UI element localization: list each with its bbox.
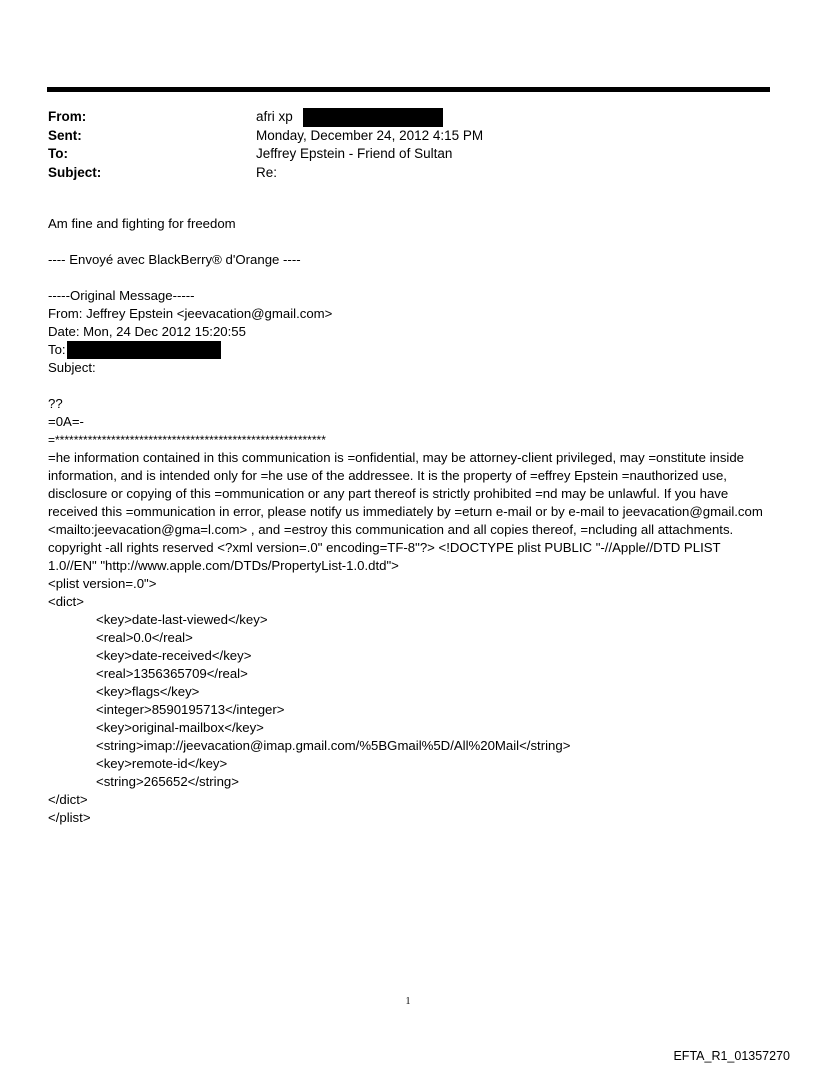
original-subject: Subject: bbox=[48, 360, 96, 375]
from-label: From: bbox=[48, 109, 87, 125]
dict-line: <key>original-mailbox</key> bbox=[96, 720, 264, 735]
asterisk-line: =********************************************************** bbox=[48, 433, 326, 447]
to-label: To: bbox=[48, 146, 68, 162]
to-value: Jeffrey Epstein - Friend of Sultan bbox=[256, 146, 453, 162]
dict-line: <real>1356365709</real> bbox=[96, 666, 248, 681]
plist-open: <plist version=.0"> bbox=[48, 576, 157, 591]
dict-line: <key>flags</key> bbox=[96, 684, 200, 699]
sent-value: Monday, December 24, 2012 4:15 PM bbox=[256, 127, 484, 143]
subject-value: Re: bbox=[256, 164, 278, 180]
dict-line: <string>265652</string> bbox=[96, 774, 239, 789]
disclaimer-text: =he information contained in this communication is =onfidential, may be attorney-client privileged, may =onstitute inside information, and is intended only for =he use of the addressee. It is the property of =effrey Epstein =nauthorized use, disclosure or copying of this =ommunication or any part thereof is strictly prohibited =nd may be unlawful. If you have received this =ommunication in error, please notify us immediately by =eturn e-mail or by e-mail to jeevacation@gmail.com <mailto:jeevacation@gma=l.com> , and =estroy this communication and all copies thereof, =ncluding all attachments. copyright -all rights reserved <?xml version=.0" encoding=TF-8"?> <!DOCTYPE plist PUBLIC "-//Apple//DTD PLIST 1.0//EN" "http://www.apple.com/DTDs/PropertyList-1.0.dtd"> bbox=[48, 450, 763, 573]
dict-line: <key>remote-id</key> bbox=[96, 756, 228, 771]
dict-line: <string>imap://jeevacation@imap.gmail.com/%5BGmail%5D/All%20Mail</string> bbox=[96, 738, 571, 753]
dict-line: <integer>8590195713</integer> bbox=[96, 702, 285, 717]
dict-line: <key>date-last-viewed</key> bbox=[96, 612, 268, 627]
reply-text: Am fine and fighting for freedom bbox=[48, 216, 236, 231]
original-from: From: Jeffrey Epstein <jeevacation@gmail.com> bbox=[48, 306, 333, 321]
redaction-block bbox=[303, 108, 443, 127]
original-to bbox=[48, 341, 763, 359]
dict-line: <key>date-received</key> bbox=[96, 648, 252, 663]
dict-open: <dict> bbox=[48, 594, 84, 609]
original-to-label: To: bbox=[48, 342, 66, 357]
from-value-wrap bbox=[256, 108, 443, 127]
dict-line: <real>0.0</real> bbox=[96, 630, 193, 645]
redaction-block bbox=[67, 341, 221, 359]
email-header bbox=[48, 108, 483, 182]
subject-row bbox=[48, 164, 483, 183]
subject-label: Subject: bbox=[48, 164, 102, 180]
original-message-divider: -----Original Message----- bbox=[48, 288, 195, 303]
original-date: Date: Mon, 24 Dec 2012 15:20:55 bbox=[48, 324, 246, 339]
dict-close: </dict> bbox=[48, 792, 88, 807]
sent-row bbox=[48, 127, 483, 146]
page-number: 1 bbox=[405, 996, 411, 1007]
header-rule bbox=[47, 87, 770, 92]
from-value: afri xp bbox=[256, 109, 293, 125]
signature: ---- Envoyé avec BlackBerry® d'Orange ---- bbox=[48, 252, 301, 267]
plist-close: </plist> bbox=[48, 810, 91, 825]
email-body bbox=[48, 215, 763, 827]
sent-label: Sent: bbox=[48, 127, 82, 143]
question-marks: ?? bbox=[48, 396, 63, 411]
from-row bbox=[48, 108, 483, 127]
encoded-line: =0A=- bbox=[48, 414, 84, 429]
bates-number: EFTA_R1_01357270 bbox=[673, 1049, 790, 1063]
to-row bbox=[48, 145, 483, 164]
